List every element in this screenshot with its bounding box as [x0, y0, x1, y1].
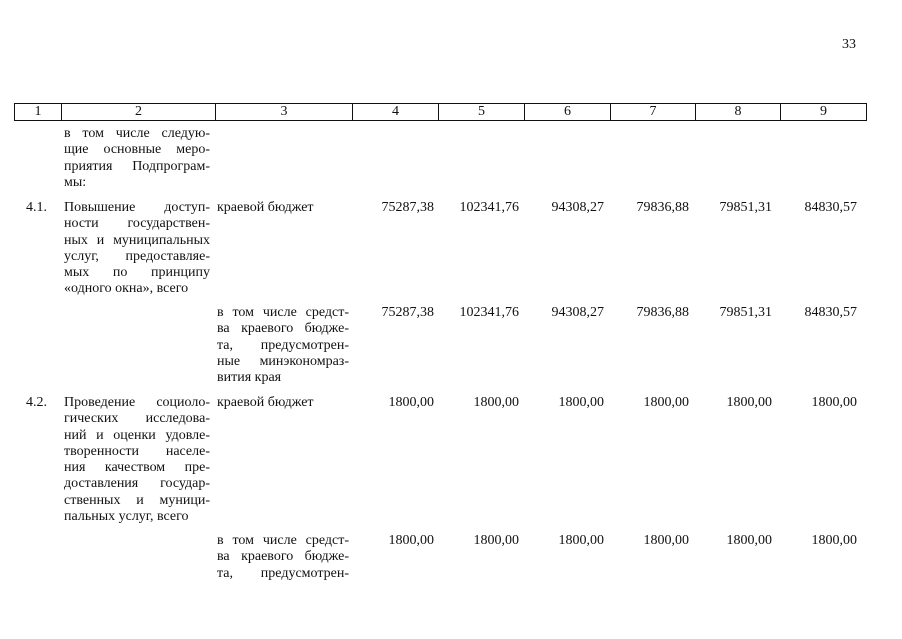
description-line: творенности населе-: [64, 443, 210, 459]
row-number: 4.1.: [26, 200, 47, 215]
value-col-4: 75287,38: [381, 200, 434, 215]
row-description: [64, 395, 210, 525]
page-number: 33: [842, 37, 856, 52]
column-header-1: 1: [15, 104, 62, 121]
funding-source: [217, 200, 349, 216]
column-header-6: 6: [525, 104, 611, 121]
intro-line: мы:: [64, 174, 87, 190]
value-col-6: 1800,00: [558, 395, 604, 410]
value-col-7: 1800,00: [643, 533, 689, 548]
column-header-table: [14, 103, 867, 121]
value-col-8: 1800,00: [726, 533, 772, 548]
column-header-8: 8: [696, 104, 781, 121]
source-line: в том числе средст-: [217, 533, 349, 548]
column-header-2: 2: [62, 104, 216, 121]
value-col-4: 75287,38: [381, 305, 434, 320]
row-description: [64, 200, 210, 298]
source-line: краевой бюджет: [217, 395, 314, 410]
value-col-5: 102341,76: [459, 200, 519, 215]
intro-text: [64, 126, 210, 191]
description-line: ности государствен-: [64, 216, 210, 232]
description-line: услуг, предоставляе-: [64, 248, 210, 264]
description-line: доставления государ-: [64, 476, 210, 492]
column-header-7: 7: [611, 104, 696, 121]
description-line: ных и муниципальных: [64, 232, 210, 248]
value-col-6: 1800,00: [558, 533, 604, 548]
value-col-9: 1800,00: [811, 533, 857, 548]
source-line: ва краевого бюдже-: [217, 321, 349, 337]
intro-line: щие основные меро-: [64, 142, 210, 158]
value-col-7: 1800,00: [643, 395, 689, 410]
column-header-9: 9: [781, 104, 867, 121]
intro-line: приятия Подпрограм-: [64, 158, 210, 174]
source-line: ные минэкономраз-: [217, 353, 349, 369]
value-col-8: 79851,31: [719, 200, 772, 215]
value-col-7: 79836,88: [636, 200, 689, 215]
column-header-4: 4: [353, 104, 439, 121]
value-col-8: 1800,00: [726, 395, 772, 410]
description-line: Проведение социоло-: [64, 395, 210, 410]
value-col-5: 1800,00: [473, 395, 519, 410]
value-col-4: 1800,00: [388, 533, 434, 548]
description-line: ний и оценки удовле-: [64, 427, 210, 443]
source-line: та, предусмотрен-: [217, 337, 349, 353]
description-line: ния качеством пре-: [64, 460, 210, 476]
source-line: в том числе средст-: [217, 305, 349, 320]
funding-source: [217, 533, 349, 582]
description-line: гических исследова-: [64, 411, 210, 427]
value-col-6: 94308,27: [551, 305, 604, 320]
column-header-5: 5: [439, 104, 525, 121]
funding-source: [217, 395, 349, 411]
value-col-4: 1800,00: [388, 395, 434, 410]
description-line: мых по принципу: [64, 265, 210, 281]
source-line: краевой бюджет: [217, 200, 314, 215]
source-line: вития края: [217, 370, 282, 386]
value-col-9: 1800,00: [811, 395, 857, 410]
value-col-9: 84830,57: [804, 305, 857, 320]
row-number: 4.2.: [26, 395, 47, 410]
value-col-9: 84830,57: [804, 200, 857, 215]
column-header-row: [15, 104, 867, 121]
value-col-6: 94308,27: [551, 200, 604, 215]
description-line: пальных услуг, всего: [64, 509, 189, 525]
value-col-8: 79851,31: [719, 305, 772, 320]
value-col-5: 1800,00: [473, 533, 519, 548]
value-col-7: 79836,88: [636, 305, 689, 320]
source-line: ва краевого бюдже-: [217, 549, 349, 565]
column-header-3: 3: [216, 104, 353, 121]
description-line: ственных и муници-: [64, 492, 210, 508]
intro-line: в том числе следую-: [64, 126, 210, 141]
funding-source: [217, 305, 349, 386]
source-line: та, предусмотрен-: [217, 565, 349, 581]
description-line: «одного окна», всего: [64, 281, 189, 297]
value-col-5: 102341,76: [459, 305, 519, 320]
description-line: Повышение доступ-: [64, 200, 210, 215]
